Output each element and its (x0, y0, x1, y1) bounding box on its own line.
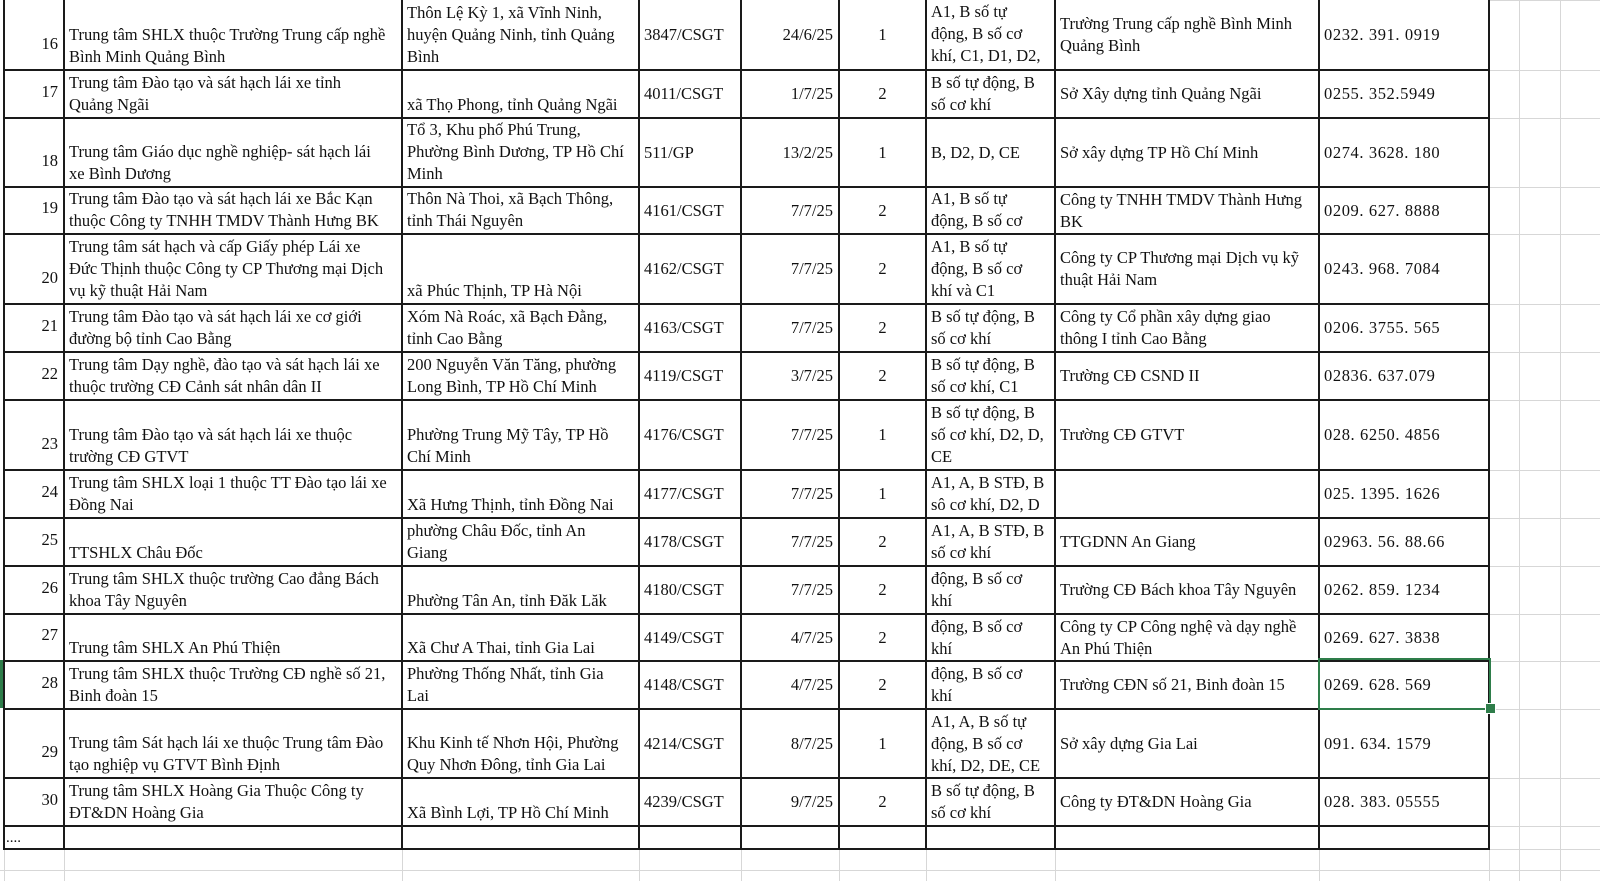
phone-text: 0206. 3755. 565 (1324, 318, 1441, 337)
cell-decision[interactable] (640, 1, 740, 69)
type-text: 2 (878, 675, 887, 694)
cell-manager[interactable] (1056, 305, 1318, 351)
cell-name[interactable] (65, 188, 401, 233)
cell-address[interactable] (403, 471, 638, 517)
manager-text: Sở xây dựng Gia Lai (1060, 733, 1198, 753)
stt-text: 22 (41, 364, 58, 383)
stt-text: 30 (41, 790, 58, 809)
classes-text: động, B số cơ khí (931, 664, 1023, 705)
cell-stt[interactable] (5, 710, 63, 777)
cell-name[interactable] (65, 401, 401, 469)
cell-classes[interactable] (927, 119, 1054, 186)
phone-text: 091. 634. 1579 (1324, 733, 1432, 753)
name-text: Trung tâm Giáo dục nghề nghiệp- sát hạch lái xe Bình Dương (69, 142, 371, 183)
cell-date[interactable] (742, 710, 838, 777)
name-text: Trung tâm Đào tạo và sát hạch lái xe Bắc Kạn thuộc Công ty TNHH TMDV Thành Hưng BK (69, 189, 379, 230)
cell-decision[interactable] (640, 615, 740, 660)
cell-classes[interactable] (927, 567, 1054, 613)
cell-phone[interactable] (1320, 235, 1488, 303)
cell-name[interactable] (65, 1, 401, 69)
date-text: 7/7/25 (790, 580, 833, 599)
manager-text: Công ty ĐT&DN Hoàng Gia (1060, 792, 1252, 811)
cell-phone[interactable] (1320, 353, 1488, 399)
cell-decision[interactable] (640, 188, 740, 233)
cell-date[interactable] (742, 305, 838, 351)
cell-manager[interactable] (1056, 71, 1318, 117)
cell-type[interactable] (840, 305, 925, 351)
cell-phone[interactable] (1320, 567, 1488, 613)
decision-text: 511/GP (644, 142, 694, 162)
name-text: Trung tâm Dạy nghề, đào tạo và sát hạch lái xe thuộc trường CĐ Cảnh sát nhân dân II (69, 355, 380, 396)
cell-type[interactable] (840, 662, 925, 708)
name-text: TTSHLX Châu Đốc (69, 543, 203, 562)
cell-decision[interactable] (640, 119, 740, 186)
cell-address[interactable] (403, 519, 638, 565)
cell-manager[interactable] (1056, 1, 1318, 69)
cell-classes[interactable] (927, 662, 1054, 708)
cell-stt[interactable] (5, 188, 63, 233)
manager-text: Trường CĐ CSND II (1060, 366, 1200, 385)
name-text: Trung tâm sát hạch và cấp Giấy phép Lái xe Đức Thịnh thuộc Công ty CP Thương mại Dịch vụ kỹ thuật Hải Nam (69, 237, 384, 300)
classes-text: A1, B số tự động, B số cơ (931, 189, 1023, 230)
cell-address[interactable] (403, 710, 638, 777)
cell-date[interactable] (742, 519, 838, 565)
cell-classes[interactable] (927, 1, 1054, 69)
cell-stt[interactable] (5, 779, 63, 825)
type-text: 2 (878, 792, 887, 811)
address-text: Xã Chư A Thai, tỉnh Gia Lai (407, 638, 595, 657)
cell-stt[interactable] (5, 567, 63, 613)
decision-text: 4011/CSGT (644, 84, 724, 103)
cell-type[interactable] (840, 235, 925, 303)
address-text: Phường Tân An, tỉnh Đăk Lăk (407, 591, 607, 610)
date-text: 4/7/25 (790, 675, 833, 694)
cell-type[interactable] (840, 567, 925, 613)
cell-name[interactable] (65, 779, 401, 825)
type-text: 2 (878, 532, 887, 551)
classes-text: B, D2, D, CE (931, 142, 1020, 162)
type-text: 2 (878, 259, 887, 278)
cell-name[interactable] (65, 662, 401, 708)
cell-type[interactable] (840, 519, 925, 565)
cell-manager[interactable] (1056, 235, 1318, 303)
cell-date[interactable] (742, 1, 838, 69)
name-text: Trung tâm Đào tạo và sát hạch lái xe tỉnh Quảng Ngãi (69, 73, 342, 114)
cell-phone[interactable] (1320, 119, 1488, 186)
cell-date[interactable] (742, 353, 838, 399)
cell-decision[interactable] (640, 401, 740, 469)
ellipsis-cell[interactable] (6, 828, 62, 849)
date-text: 3/7/25 (790, 366, 833, 385)
cell-address[interactable] (403, 615, 638, 660)
classes-text: B số tự động, B số cơ khí (931, 781, 1035, 822)
address-text: Xóm Nà Roác, xã Bạch Đằng, tỉnh Cao Bằng (407, 307, 608, 348)
cell-manager[interactable] (1056, 662, 1318, 708)
manager-text: Công ty TNHH TMDV Thành Hưng BK (1060, 189, 1302, 231)
cell-date[interactable] (742, 615, 838, 660)
address-text: Thôn Lệ Kỳ 1, xã Vĩnh Ninh, huyện Quảng Ninh, tỉnh Quảng Bình (407, 3, 615, 66)
cell-date[interactable] (742, 471, 838, 517)
cell-decision[interactable] (640, 567, 740, 613)
cell-manager[interactable] (1056, 353, 1318, 399)
decision-text: 4239/CSGT (644, 792, 724, 811)
cell-phone[interactable] (1320, 188, 1488, 233)
cell-decision[interactable] (640, 305, 740, 351)
phone-text: 0269. 628. 569 (1324, 675, 1432, 694)
phone-text: 0243. 968. 7084 (1324, 259, 1441, 278)
date-text: 7/7/25 (790, 318, 833, 337)
classes-text: A1, A, B STĐ, B số cơ khí (931, 521, 1045, 562)
cell-type[interactable] (840, 779, 925, 825)
decision-text: 4177/CSGT (644, 484, 724, 503)
type-text: 2 (878, 318, 887, 337)
cell-date[interactable] (742, 188, 838, 233)
decision-text: 4148/CSGT (644, 675, 724, 694)
classes-text: động, B số cơ khí (931, 569, 1023, 610)
cell-classes[interactable] (927, 235, 1054, 303)
cell-stt[interactable] (5, 662, 63, 708)
cell-stt[interactable] (5, 71, 63, 117)
cell-date[interactable] (742, 119, 838, 186)
type-text: 1 (878, 484, 887, 503)
manager-text: Công ty CP Thương mại Dịch vụ kỹ thuật Hải Nam (1060, 248, 1300, 289)
phone-text: 028. 6250. 4856 (1324, 425, 1441, 444)
decision-text: 3847/CSGT (644, 25, 724, 44)
cell-date[interactable] (742, 401, 838, 469)
stt-text: 16 (41, 34, 58, 53)
cell-classes[interactable] (927, 71, 1054, 117)
cell-name[interactable] (65, 353, 401, 399)
name-text: Trung tâm SHLX thuộc Trường Trung cấp nghề Bình Minh Quảng Bình (69, 25, 386, 66)
name-text: Trung tâm SHLX An Phú Thiện (69, 638, 281, 657)
cell-decision[interactable] (640, 519, 740, 565)
type-text: 2 (878, 200, 887, 220)
cell-decision[interactable] (640, 71, 740, 117)
address-text: Xã Hưng Thịnh, tỉnh Đồng Nai (407, 495, 614, 514)
manager-text: Sở xây dựng TP Hồ Chí Minh (1060, 142, 1259, 162)
stt-text: 17 (41, 82, 58, 101)
cell-address[interactable] (403, 119, 638, 186)
cell-stt[interactable] (5, 353, 63, 399)
cell-date[interactable] (742, 235, 838, 303)
phone-text: 0209. 627. 8888 (1324, 200, 1441, 220)
cell-name[interactable] (65, 710, 401, 777)
cell-manager[interactable] (1056, 471, 1318, 517)
cell-manager[interactable] (1056, 615, 1318, 660)
name-text: Trung tâm Sát hạch lái xe thuộc Trung tâm Đào tạo nghiệp vụ GTVT Bình Định (69, 733, 384, 774)
stt-text: 29 (41, 742, 58, 761)
cell-manager[interactable] (1056, 779, 1318, 825)
cell-address[interactable] (403, 188, 638, 233)
stt-text: 27 (41, 625, 58, 644)
cell-phone[interactable] (1320, 1, 1488, 69)
cell-classes[interactable] (927, 353, 1054, 399)
cell-name[interactable] (65, 519, 401, 565)
cell-decision[interactable] (640, 779, 740, 825)
decision-text: 4163/CSGT (644, 318, 724, 337)
date-text: 1/7/25 (790, 84, 833, 103)
decision-text: 4178/CSGT (644, 532, 724, 551)
type-text: 2 (878, 627, 887, 647)
stt-text: 25 (41, 530, 58, 549)
cell-phone[interactable] (1320, 305, 1488, 351)
manager-text: Sở Xây dựng tỉnh Quảng Ngãi (1060, 84, 1262, 103)
cell-classes[interactable] (927, 710, 1054, 777)
phone-text: 0269. 627. 3838 (1324, 627, 1441, 647)
address-text: Phường Thống Nhất, tỉnh Gia Lai (407, 664, 604, 705)
date-text: 4/7/25 (790, 627, 833, 647)
cell-name[interactable] (65, 471, 401, 517)
decision-text: 4180/CSGT (644, 580, 724, 599)
cell-address[interactable] (403, 662, 638, 708)
phone-text: 0274. 3628. 180 (1324, 142, 1441, 162)
classes-text: A1, A, B số tự động, B số cơ khí, D2, DE, CE (931, 711, 1041, 775)
cell-address[interactable] (403, 567, 638, 613)
cell-decision[interactable] (640, 471, 740, 517)
manager-text: Trường Trung cấp nghề Bình Minh Quảng Bình (1060, 14, 1293, 55)
cell-type[interactable] (840, 401, 925, 469)
cell-type[interactable] (840, 71, 925, 117)
cell-stt[interactable] (5, 305, 63, 351)
cell-name[interactable] (65, 567, 401, 613)
cell-name[interactable] (65, 71, 401, 117)
date-text: 7/7/25 (790, 484, 833, 503)
stt-text: 18 (41, 151, 58, 170)
date-text: 7/7/25 (790, 532, 833, 551)
cell-address[interactable] (403, 71, 638, 117)
cell-classes[interactable] (927, 188, 1054, 233)
classes-text: B số tự động, B số cơ khí, C1 (931, 355, 1035, 396)
classes-text: B số tự động, B số cơ khí (931, 307, 1035, 348)
cell-decision[interactable] (640, 662, 740, 708)
phone-text: 0232. 391. 0919 (1324, 25, 1441, 44)
cell-decision[interactable] (640, 710, 740, 777)
classes-text: A1, A, B STĐ, B sô cơ khí, D2, D (931, 473, 1045, 514)
cell-address[interactable] (403, 235, 638, 303)
classes-text: B số tự động, B số cơ khí, D2, D, CE (931, 403, 1044, 466)
address-text: xã Thọ Phong, tỉnh Quảng Ngãi (407, 95, 618, 114)
cell-type[interactable] (840, 353, 925, 399)
cell-address[interactable] (403, 353, 638, 399)
cell-phone[interactable] (1320, 710, 1488, 777)
cell-manager[interactable] (1056, 567, 1318, 613)
address-text: Xã Bình Lợi, TP Hồ Chí Minh (407, 803, 609, 822)
decision-text: 4149/CSGT (644, 627, 724, 647)
phone-text: 025. 1395. 1626 (1324, 484, 1441, 503)
cell-classes[interactable] (927, 305, 1054, 351)
cell-classes[interactable] (927, 779, 1054, 825)
row-header-highlight (0, 660, 3, 708)
date-text: 24/6/25 (782, 25, 833, 44)
cell-address[interactable] (403, 1, 638, 69)
decision-text: 4161/CSGT (644, 200, 724, 220)
cell-manager[interactable] (1056, 519, 1318, 565)
stt-text: 28 (41, 673, 58, 692)
address-text: xã Phúc Thịnh, TP Hà Nội (407, 281, 582, 300)
name-text: Trung tâm Đào tạo và sát hạch lái xe cơ giới đường bộ tỉnh Cao Bằng (69, 307, 362, 348)
cell-name[interactable] (65, 305, 401, 351)
stt-text: 20 (41, 268, 58, 287)
ellipsis-text: .... (6, 830, 21, 846)
cell-classes[interactable] (927, 519, 1054, 565)
cell-classes[interactable] (927, 615, 1054, 660)
cell-name[interactable] (65, 235, 401, 303)
cell-classes[interactable] (927, 471, 1054, 517)
name-text: Trung tâm Đào tạo và sát hạch lái xe thuộc trường CĐ GTVT (69, 425, 353, 466)
cell-decision[interactable] (640, 235, 740, 303)
cell-stt[interactable] (5, 119, 63, 186)
address-text: phường Châu Đốc, tỉnh An Giang (407, 521, 586, 562)
classes-text: động, B số cơ khí (931, 616, 1023, 658)
cell-date[interactable] (742, 779, 838, 825)
stt-text: 26 (41, 578, 58, 597)
type-text: 1 (878, 25, 887, 44)
date-text: 7/7/25 (790, 425, 833, 444)
cell-date[interactable] (742, 71, 838, 117)
cell-manager[interactable] (1056, 188, 1318, 233)
date-text: 9/7/25 (790, 792, 833, 811)
name-text: Trung tâm SHLX thuộc trường Cao đẳng Bách khoa Tây Nguyên (69, 569, 379, 610)
cell-phone[interactable] (1320, 71, 1488, 117)
type-text: 2 (878, 84, 887, 103)
phone-text: 0262. 859. 1234 (1324, 580, 1441, 599)
cell-name[interactable] (65, 615, 401, 660)
cell-manager[interactable] (1056, 119, 1318, 186)
cell-address[interactable] (403, 305, 638, 351)
cell-stt[interactable] (5, 1, 63, 69)
phone-text: 02963. 56. 88.66 (1324, 532, 1445, 551)
phone-text: 028. 383. 05555 (1324, 792, 1441, 811)
cell-decision[interactable] (640, 353, 740, 399)
cell-phone[interactable] (1320, 401, 1488, 469)
manager-text: Trường CĐN số 21, Binh đoàn 15 (1060, 675, 1285, 694)
address-text: Phường Trung Mỹ Tây, TP Hồ Chí Minh (407, 425, 609, 466)
cell-stt[interactable] (5, 471, 63, 517)
cell-classes[interactable] (927, 401, 1054, 469)
decision-text: 4176/CSGT (644, 425, 724, 444)
type-text: 2 (878, 366, 887, 385)
cell-stt[interactable] (5, 519, 63, 565)
stt-text: 19 (41, 198, 58, 217)
decision-text: 4119/CSGT (644, 366, 724, 385)
type-text: 2 (878, 580, 887, 599)
cell-phone[interactable] (1320, 615, 1488, 660)
date-text: 7/7/25 (790, 200, 833, 220)
cell-type[interactable] (840, 119, 925, 186)
phone-text: 02836. 637.079 (1324, 366, 1436, 385)
name-text: Trung tâm SHLX thuộc Trường CĐ nghề số 21, Binh đoàn 15 (69, 664, 386, 705)
cell-type[interactable] (840, 1, 925, 69)
stt-text: 23 (41, 434, 58, 453)
cell-stt[interactable] (5, 235, 63, 303)
stt-text: 24 (41, 482, 58, 501)
address-text: 200 Nguyễn Văn Tăng, phường Long Bình, TP Hồ Chí Minh (407, 355, 617, 396)
manager-text: TTGDNN An Giang (1060, 532, 1196, 551)
fill-handle[interactable] (1485, 703, 1496, 714)
manager-text: Trường CĐ GTVT (1060, 425, 1185, 444)
cell-stt[interactable] (5, 615, 63, 660)
manager-text: Công ty CP Công nghệ và dạy nghề An Phú Thiện (1060, 616, 1297, 658)
classes-text: B số tự động, B số cơ khí (931, 73, 1035, 114)
address-text: Thôn Nà Thoi, xã Bạch Thông, tỉnh Thái Nguyên (407, 189, 614, 230)
classes-text: A1, B số tự động, B số cơ khí, C1, D1, D2, (931, 2, 1041, 65)
cell-type[interactable] (840, 188, 925, 233)
cell-address[interactable] (403, 401, 638, 469)
cell-phone[interactable] (1320, 471, 1488, 517)
decision-text: 4214/CSGT (644, 733, 724, 753)
type-text: 1 (878, 733, 887, 753)
date-text: 8/7/25 (790, 733, 833, 753)
date-text: 13/2/25 (782, 142, 833, 162)
cell-type[interactable] (840, 471, 925, 517)
type-text: 1 (878, 425, 887, 444)
decision-text: 4162/CSGT (644, 259, 724, 278)
manager-text: Công ty Cổ phần xây dựng giao thông I tỉnh Cao Bằng (1060, 307, 1271, 348)
type-text: 1 (878, 142, 887, 162)
cell-stt[interactable] (5, 401, 63, 469)
cell-address[interactable] (403, 779, 638, 825)
classes-text: A1, B số tự động, B số cơ khí và C1 (931, 237, 1023, 300)
cell-date[interactable] (742, 662, 838, 708)
cell-name[interactable] (65, 119, 401, 186)
address-text: Khu Kinh tế Nhơn Hội, Phường Quy Nhơn Đông, tỉnh Gia Lai (407, 733, 619, 774)
cell-manager[interactable] (1056, 710, 1318, 777)
cell-phone[interactable] (1320, 519, 1488, 565)
cell-date[interactable] (742, 567, 838, 613)
name-text: Trung tâm SHLX loại 1 thuộc TT Đào tạo lái xe Đồng Nai (69, 473, 387, 514)
cell-manager[interactable] (1056, 401, 1318, 469)
cell-phone[interactable] (1320, 779, 1488, 825)
cell-type[interactable] (840, 710, 925, 777)
active-cell-selection[interactable] (1318, 658, 1491, 710)
cell-type[interactable] (840, 615, 925, 660)
phone-text: 0255. 352.5949 (1324, 84, 1436, 103)
date-text: 7/7/25 (790, 259, 833, 278)
stt-text: 21 (41, 316, 58, 335)
address-text: Tổ 3, Khu phố Phú Trung, Phường Bình Dương, TP Hồ Chí Minh (407, 120, 624, 183)
name-text: Trung tâm SHLX Hoàng Gia Thuộc Công ty ĐT&DN Hoàng Gia (69, 781, 364, 822)
manager-text: Trường CĐ Bách khoa Tây Nguyên (1060, 580, 1297, 599)
